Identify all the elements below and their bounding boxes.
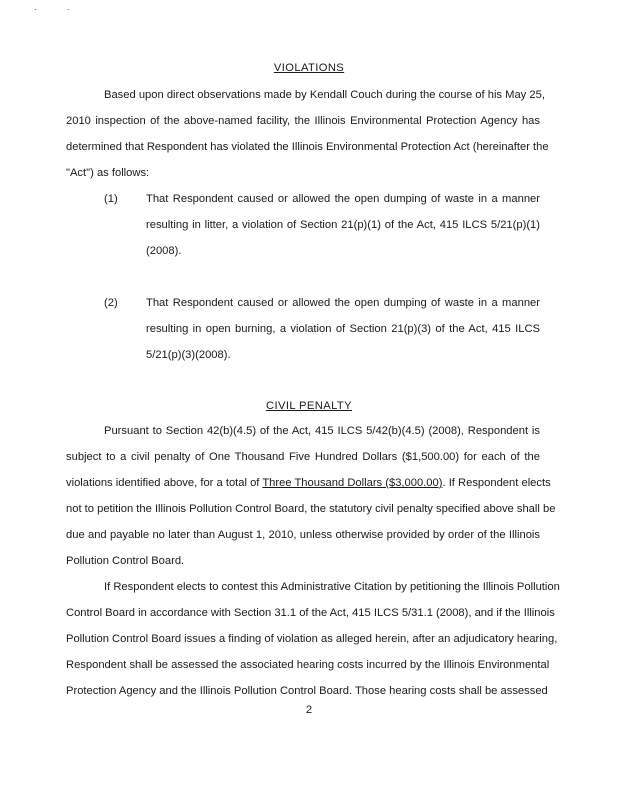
page-number: 2	[305, 704, 313, 716]
violations-intro-line-4: "Act") as follows:	[66, 167, 150, 179]
penalty-para2-line-5: Protection Agency and the Illinois Pollution Control Board. Those hearing costs shall be assessed	[66, 685, 548, 697]
penalty-para2-line-1: If Respondent elects to contest this Administrative Citation by petitioning the Illinois Pollution	[104, 581, 560, 593]
penalty-para1-line-2: subject to a civil penalty of One Thousand Five Hundred Dollars ($1,500.00) for each of the	[66, 451, 540, 463]
violations-intro-line-1: Based upon direct observations made by Kendall Couch during the course of his May 25,	[104, 89, 545, 101]
violation-item-1-line-2: resulting in litter, a violation of Section 21(p)(1) of the Act, 415 ILCS 5/21(p)(1)	[146, 219, 540, 231]
penalty-para1-line-3	[66, 476, 551, 490]
corner-marks: . .	[34, 2, 84, 12]
violation-item-1-line-3: (2008).	[146, 245, 182, 257]
civil-penalty-heading: CIVIL PENALTY	[265, 400, 353, 412]
violation-item-number-2: (2)	[104, 297, 118, 309]
violations-intro-line-3: determined that Respondent has violated the Illinois Environmental Protection Act (hereinafter the	[66, 141, 549, 153]
penalty-para2-line-3: Pollution Control Board issues a finding of violation as alleged herein, after an adjudicatory hearing,	[66, 633, 558, 645]
penalty-para1-line-6: Pollution Control Board.	[66, 555, 185, 567]
violation-item-2-line-3: 5/21(p)(3)(2008).	[146, 349, 231, 361]
penalty-text-after-total: . If Respondent elects	[442, 477, 551, 489]
penalty-text-before-total: violations identified above, for a total of	[66, 477, 263, 489]
violation-item-1-line-1: That Respondent caused or allowed the open dumping of waste in a manner	[146, 193, 540, 205]
penalty-para2-line-2: Control Board in accordance with Section 31.1 of the Act, 415 ILCS 5/31.1 (2008), and if the Illinois	[66, 607, 555, 619]
violations-heading: VIOLATIONS	[273, 62, 345, 74]
penalty-para2-line-4: Respondent shall be assessed the associated hearing costs incurred by the Illinois Environmental	[66, 659, 550, 671]
violation-item-2-line-2: resulting in open burning, a violation of Section 21(p)(3) of the Act, 415 ILCS	[146, 323, 540, 335]
penalty-total-amount: Three Thousand Dollars ($3,000.00)	[262, 477, 443, 489]
violation-item-number-1: (1)	[104, 193, 118, 205]
violations-intro-line-2: 2010 inspection of the above-named facility, the Illinois Environmental Protection Agency has	[66, 115, 540, 127]
penalty-para1-line-4: not to petition the Illinois Pollution Control Board, the statutory civil penalty specified above shall be	[66, 503, 556, 515]
penalty-para1-line-1: Pursuant to Section 42(b)(4.5) of the Act, 415 ILCS 5/42(b)(4.5) (2008), Respondent is	[104, 425, 540, 437]
violation-item-2-line-1: That Respondent caused or allowed the open dumping of waste in a manner	[146, 297, 540, 309]
penalty-para1-line-5: due and payable no later than August 1, 2010, unless otherwise provided by order of the Illinois	[66, 529, 540, 541]
